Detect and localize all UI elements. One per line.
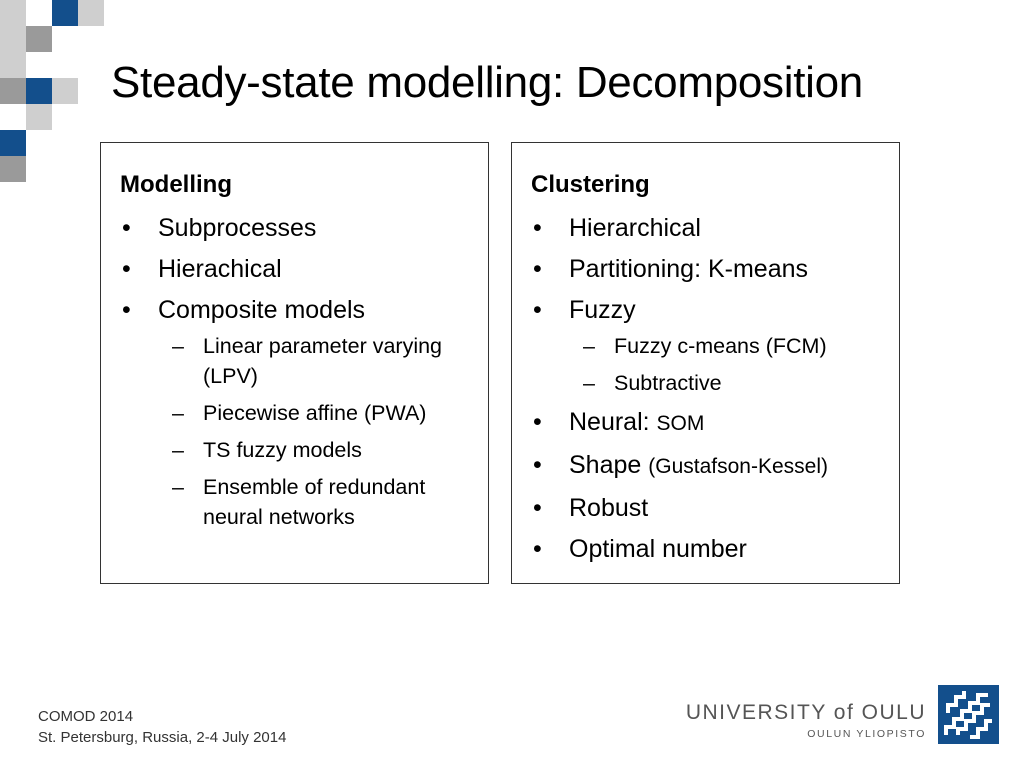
list-item <box>531 534 889 564</box>
sub-list-item-text: Linear parameter varying (LPV) <box>203 334 443 388</box>
bullet-icon: • <box>533 255 542 283</box>
bullet-icon: • <box>122 255 131 283</box>
list-item <box>531 450 889 482</box>
sub-list-item <box>120 331 478 391</box>
decorative-squares <box>0 0 110 185</box>
list-item-text: Composite models <box>158 296 366 324</box>
bullet-icon: • <box>533 535 542 563</box>
list-item-text: Shape <box>569 451 642 479</box>
bullet-icon: • <box>122 214 131 242</box>
list-item <box>531 254 889 284</box>
university-name: UNIVERSITY of OULU <box>685 701 926 724</box>
bullet-icon: • <box>533 494 542 522</box>
clustering-list <box>531 213 889 575</box>
modelling-box <box>100 142 489 584</box>
dash-icon: – <box>583 371 595 395</box>
footer-conference: COMOD 2014 <box>38 708 134 725</box>
dash-icon: – <box>172 438 184 462</box>
clustering-heading: Clustering <box>531 171 650 198</box>
list-item-detail: SOM <box>656 412 705 435</box>
university-logo <box>672 700 926 741</box>
sub-list-item <box>120 472 478 532</box>
bullet-icon: • <box>533 451 542 479</box>
sub-list-item <box>531 331 889 361</box>
dash-icon: – <box>172 475 184 499</box>
modelling-list <box>120 213 478 539</box>
bullet-icon: • <box>122 296 131 324</box>
list-item-text: Robust <box>569 494 649 522</box>
list-item <box>120 213 478 243</box>
sub-list-item <box>531 368 889 398</box>
list-item-text: Hierachical <box>158 255 282 283</box>
sub-list-item-text: Fuzzy c-means (FCM) <box>614 334 827 358</box>
list-item <box>531 295 889 325</box>
list-item-text: Optimal number <box>569 535 747 563</box>
list-item <box>531 407 889 439</box>
sub-list-item-text: TS fuzzy models <box>203 438 362 462</box>
list-item-text: Fuzzy <box>569 296 636 324</box>
university-emblem-icon <box>938 685 999 744</box>
list-item-detail: (Gustafson-Kessel) <box>648 455 828 478</box>
modelling-heading: Modelling <box>120 171 232 198</box>
footer-location: St. Petersburg, Russia, 2-4 July 2014 <box>38 729 287 746</box>
list-item <box>531 493 889 523</box>
sub-list-item-text: Ensemble of redundant neural networks <box>203 475 426 529</box>
dash-icon: – <box>172 334 184 358</box>
sub-list-item <box>120 435 478 465</box>
bullet-icon: • <box>533 296 542 324</box>
page-title: Steady-state modelling: Decomposition <box>111 58 863 107</box>
bullet-icon: • <box>533 214 542 242</box>
list-item <box>120 254 478 284</box>
dash-icon: – <box>583 334 595 358</box>
list-item <box>531 213 889 243</box>
university-name-finnish: OULUN YLIOPISTO <box>807 728 926 740</box>
dash-icon: – <box>172 401 184 425</box>
sub-list-item-text: Subtractive <box>614 371 722 395</box>
list-item-text: Hierarchical <box>569 214 701 242</box>
sub-list-item-text: Piecewise affine (PWA) <box>203 401 427 425</box>
footer <box>38 706 286 748</box>
clustering-box <box>511 142 900 584</box>
list-item-text: Partitioning: K-means <box>569 255 809 283</box>
list-item-text: Subprocesses <box>158 214 317 242</box>
list-item <box>120 295 478 325</box>
list-item-text: Neural: <box>569 408 650 436</box>
bullet-icon: • <box>533 408 542 436</box>
sub-list-item <box>120 398 478 428</box>
